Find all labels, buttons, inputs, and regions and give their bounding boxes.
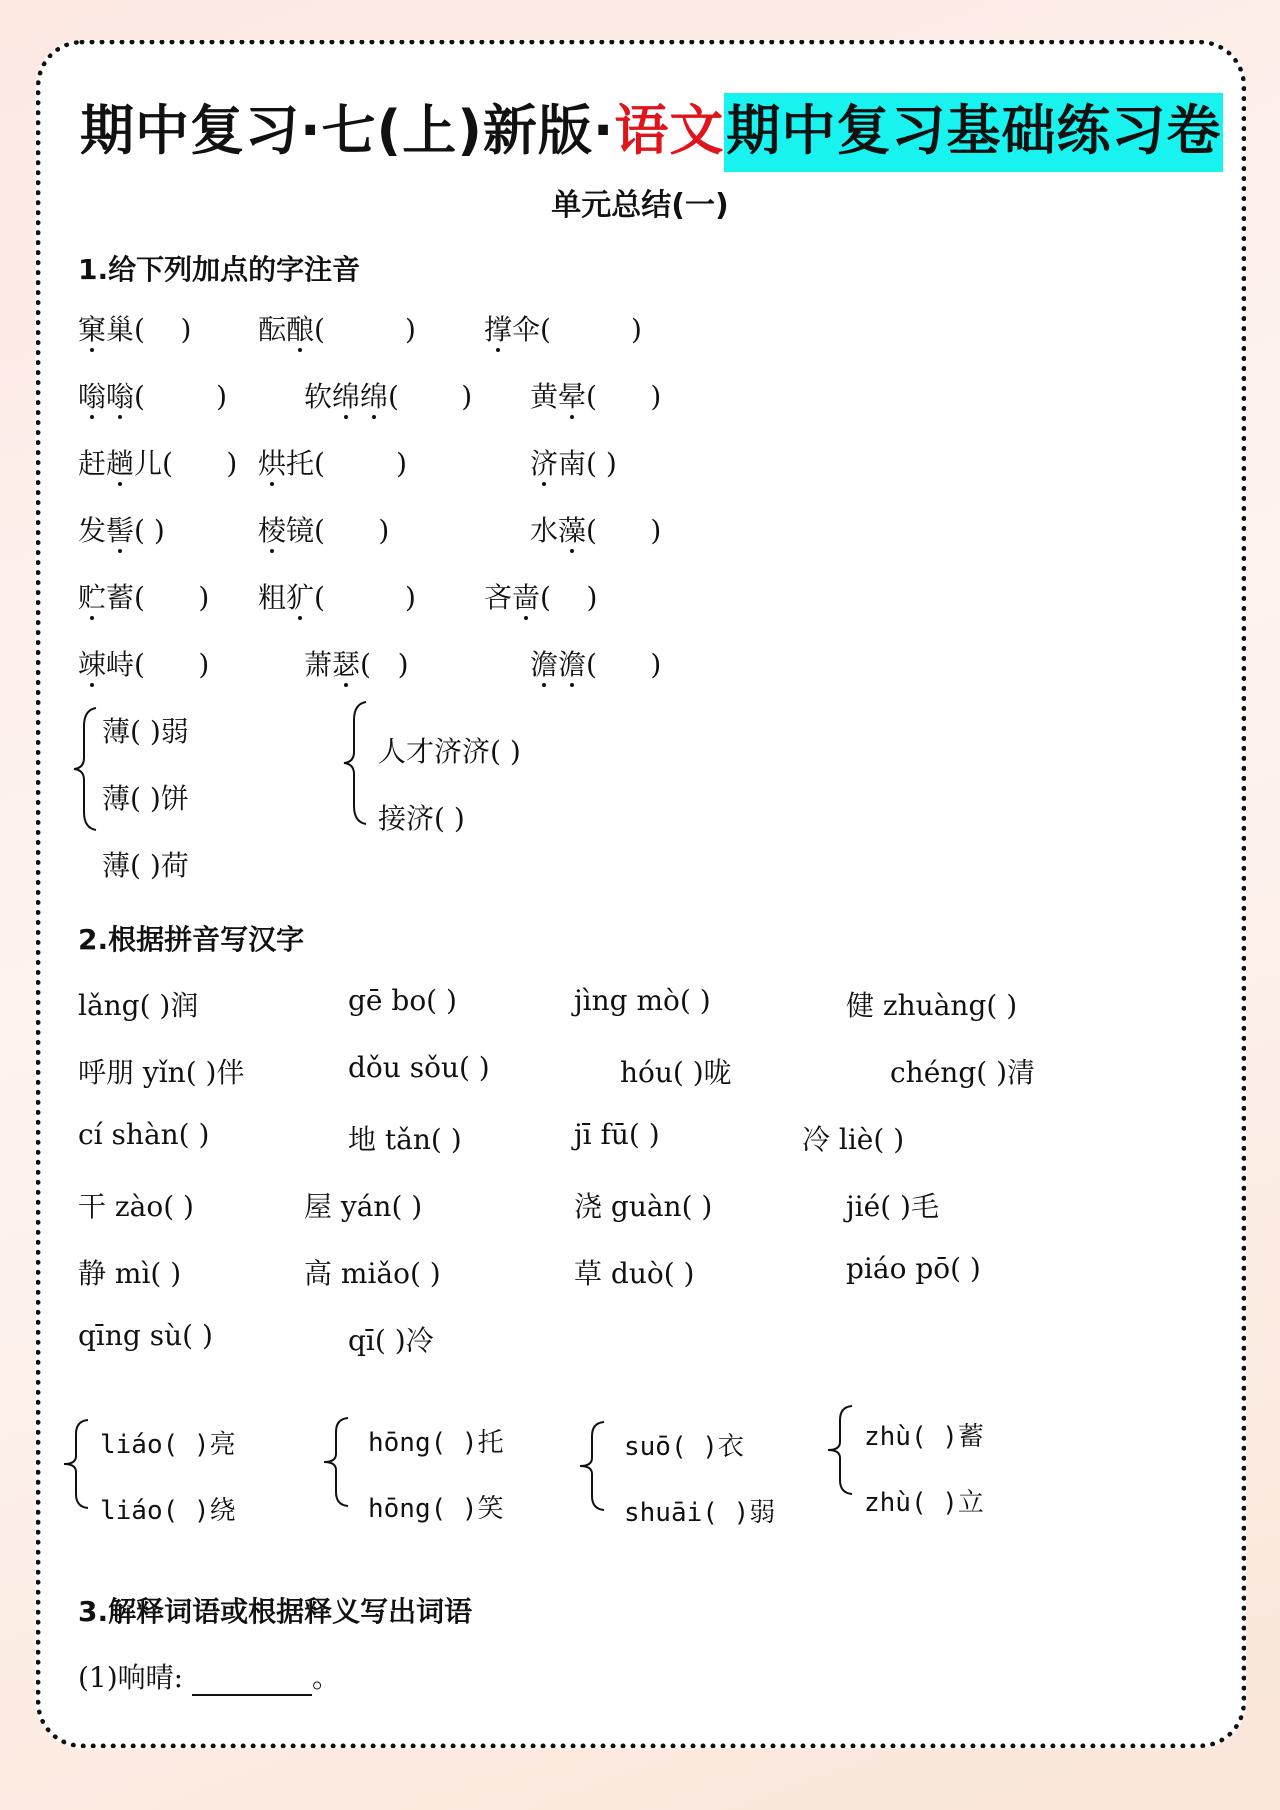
bo-item-1: 薄( )弱 [102,715,189,748]
q2-item: 地 tǎn( ) [348,1123,462,1156]
brace-liao [62,1418,92,1510]
q1-item: 软绵绵( ) [304,380,473,413]
liao-item-1: liáo( )亮 [100,1430,236,1460]
suo-item-1: suō( )衣 [624,1432,744,1462]
q2-item: 冷 liè( ) [802,1123,905,1156]
brace-zhu [826,1404,856,1496]
hong-item-2: hōng( )笑 [368,1494,504,1524]
q2-item: qī( )冷 [348,1324,434,1357]
q2-item: jìng mò( ) [574,984,711,1017]
zhu-item-1: zhù( )蓄 [864,1422,984,1452]
q2-item: jié( )毛 [846,1190,939,1223]
q1-item: 贮蓄( ) [78,581,210,614]
ji-item-1: 人才济济( ) [378,735,521,768]
q1-item: 嗡嗡( ) [78,380,228,413]
q1-item: 烘托( ) [258,447,408,480]
q3-item-1-prefix: (1)响晴: [78,1661,184,1694]
q2-item: 浇 guàn( ) [574,1190,713,1223]
liao-item-2: liáo( )绕 [100,1496,236,1526]
bo-item-3: 薄( )荷 [102,849,189,882]
page-subtitle: 单元总结(一) [551,188,729,223]
q2-item: qīng sù( ) [78,1319,213,1352]
q2-item: 草 duò( ) [574,1257,695,1290]
q1-item: 吝啬( ) [484,581,598,614]
title-main: 期中复习·七(上)新版· [80,99,615,162]
brace-bo [72,706,100,832]
brace-hong [322,1416,352,1508]
q1-item: 粗犷( ) [258,581,416,614]
q2-item: 高 miǎo( ) [304,1257,441,1290]
title-subject: 语文 [614,99,725,162]
suo-item-2: shuāi( )弱 [624,1498,776,1528]
ji-item-2: 接济( ) [378,802,465,835]
brace-ji [342,700,370,826]
q1-item: 澹澹( ) [530,648,662,681]
q1-item: 竦峙( ) [78,648,210,681]
brace-suo [578,1420,608,1512]
q2-item: jī fū( ) [574,1118,660,1151]
q2-item: 静 mì( ) [78,1257,182,1290]
q2-item: cí shàn( ) [78,1118,210,1151]
q2-item: piáo pō( ) [846,1252,981,1285]
q1-item: 赶趟儿( ) [78,447,238,480]
answer-blank[interactable] [192,1668,312,1696]
q1-item: 棱镜( ) [258,514,390,547]
q2-item: lǎng( )润 [78,989,199,1022]
hong-item-1: hōng( )托 [368,1428,504,1458]
q1-item: 窠巢( ) [78,313,192,346]
q2-item: 屋 yán( ) [304,1190,423,1223]
q1-item: 黄晕( ) [530,380,662,413]
section-1-heading: 1.给下列加点的字注音 [78,253,361,286]
section-3-heading: 3.解释词语或根据释义写出词语 [78,1595,473,1628]
q1-item: 济南( ) [530,447,617,480]
q1-item: 萧瑟( ) [304,648,409,681]
bo-item-2: 薄( )饼 [102,782,189,815]
q1-item: 酝酿( ) [258,313,416,346]
q2-item: gē bo( ) [348,984,457,1017]
q2-item: 呼朋 yǐn( )伴 [78,1056,245,1089]
q2-item: 干 zào( ) [78,1190,194,1223]
q2-item: hóu( )咙 [620,1056,732,1089]
q3-item-1 [78,1656,340,1696]
section-2-heading: 2.根据拼音写汉字 [78,923,305,956]
q1-item: 水藻( ) [530,514,662,547]
title-highlight: 期中复习基础练习卷 [724,93,1223,172]
q2-item: chéng( )清 [890,1056,1035,1089]
q3-item-1-suffix: 。 [312,1661,341,1694]
q1-item: 发髻( ) [78,514,165,547]
page-title [80,88,1223,165]
q1-item: 撑伞( ) [484,313,642,346]
zhu-item-2: zhù( )立 [864,1488,984,1518]
q2-item: 健 zhuàng( ) [846,989,1018,1022]
q2-item: dǒu sǒu( ) [348,1051,490,1084]
